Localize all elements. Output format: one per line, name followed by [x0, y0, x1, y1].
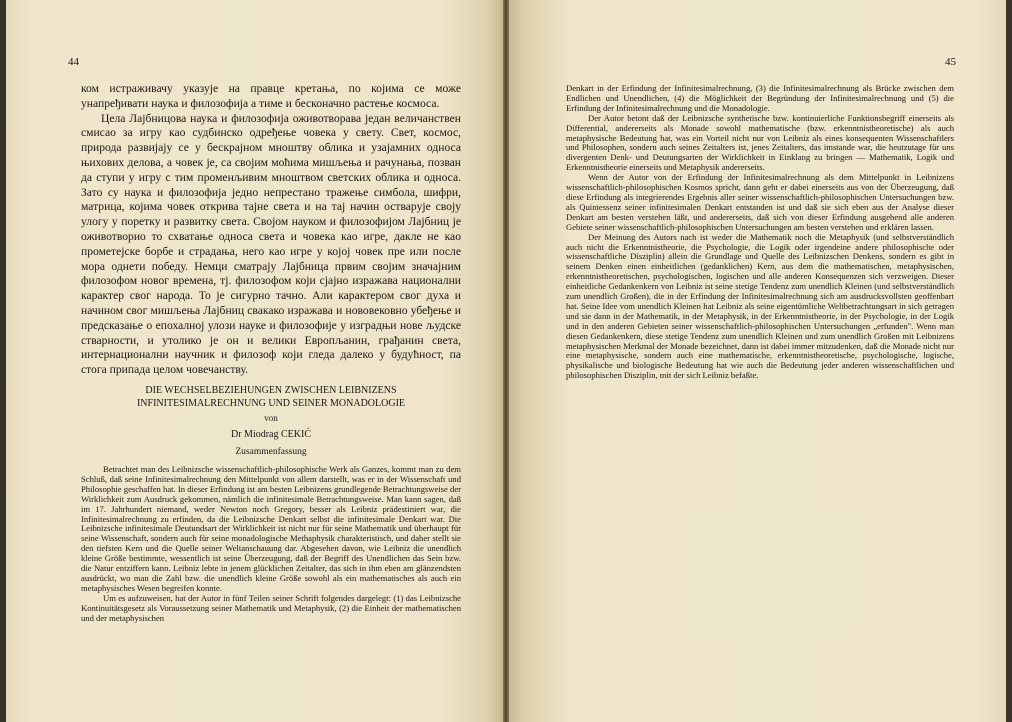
- article-title: DIE WECHSELBEZIEHUNGEN ZWISCHEN LEIBNIZENS INFINITESIMALRECHNUNG UND SEINER MONADOLOGIE: [136, 385, 406, 409]
- byline-von: von: [264, 413, 278, 423]
- author-name: Dr Miodrag CEKIĆ: [231, 429, 311, 440]
- paragraph: Um es aufzuweisen, hat der Autor in fünf Teilen seiner Schrift folgendes dargelegt: (1) das Leibnizsche Kontinuitätsgesetz als Voraussetzung seiner Mathematik und Metaphysik, (2) die Einheit der mathematischen und der metaphysischen: [81, 592, 461, 623]
- page-number: 44: [68, 56, 79, 68]
- summary-heading: Zusammenfassung: [235, 447, 307, 457]
- german-text-block: [566, 84, 954, 381]
- german-text-block: [81, 465, 461, 624]
- page-number: 45: [945, 56, 956, 68]
- paragraph: Betrachtet man des Leibnizsche wissenschaftlich-philosophische Werk als Ganzes, kommt man zu dem Schluß, daß seine Infinitesimalrechnung den Mittelpunkt von allem darstellt, was er in der Wissenschaft und Philosophie geschaffen hat. In dieser Erfindung ist am besten Leibnizens grundlegende Betrachtungsweise der Wirklichkeit zum Ausdruck gekommen, nämlich die infinitesimale Betrachtungsweise. Man kann sagen, daß im 17. Jahrhundert niemand, weder Newton noch Gregory, besser als Leibniz prädestiniert war, die Infinitesimalrechnung zu erfinden, da die Leibnizsche Denkart selbst die infinitesimale Denkart war. Die Leibnizsche infinitesimale Deutundsart der Wirklichkeit ist nicht nur für seine Mathematik und überhaupt für seine Wissenschaft, sondern auch für seine monadologische Methaphysik charakteristisch, und daher stellt sie den tiefsten Kern und die Quelle seiner Weltanschauung dar. Abgesehen davon, wie Leibniz die unendlich kleine Größe bestimmte, wessentlich ist seine Überzeugung, daß der Begriff des Unendlichen das Sein bzw. die Natur entziffern kann. Leibniz lebte in jenem glücklichen Zeitalter, das sich in ihm eben am glänzendsten ausdrückt, wo man die Zahl bzw. die unendlich kleine Größe sowohl als ein mathematisches als auch ein metaphysisches Wesen begreifen konnte.: [81, 464, 461, 593]
- paragraph: Der Autor betont daß der Leibnizsche synthetische bzw. kontinuierliche Funktionsbegriff einerseits als Differential, andererseits als Monade sowohl mathematische (bzw. erkenntnistheoretische) als auch metaphysische Bedeutung hat, was ein Vorteil nicht nur von Leibniz als eines konsequenten Wissenschaftlers und Philosophen, sondern auch seines Zeitalters ist, jenes Zeitalters, das imstande war, die heutzutage für uns divergenten Denk- und Deutungsarten der Wirklichkeit in Einklang zu bringen — Mathematik, Logik und Erkenntnistheorie einerseits und Metaphysik andererseits.: [566, 112, 954, 173]
- paragraph: ком истраживачу указује на правце кретања, по којима се може унапређивати наука и филозофија а тиме и бесконачно растење космоса.: [81, 82, 461, 110]
- paragraph: Wenn der Autor von der Erfindung der Infinitesimalrechnung als dem Mittelpunkt in Leibnizens wissenschaftlich-philosophischen Kosmos spricht, dann geht er dabei einerseits aus von der Überzeugung, daß diese Erfindung als integrierendes Ergebnis aller seiner wissenschaftlich-philosophischen Untersuchungen bzw. als Quintessenz seiner infinitesimalen Denkart entstanden ist und daß sie sich eben aus der Analyse dieser Denkart am besten verstehen läßt, und andererseits, daß sich von dieser Erfindung ausgehend alle anderen Gebiete seiner wissenschaftlich-philosophischen Untersuchungen am besten verstehen und erklären lassen.: [566, 172, 954, 232]
- paragraph: Der Meinung des Autors nach ist weder die Mathematik noch die Metaphysik (und selbstverständlich auch nicht die Erkenntnistheorie, die Psychologie, die Logik oder irgendeine andere philosophische oder wissenschaftliche Disziplin) allein die Grundlage und Quelle des Leibnizschen Denkens, sondern es gibt in seinem Denken einen einheitlichen (gedanklichen) Kern, aus dem die mathematischen, metaphysischen, erkenntnistheoretischen, psychologischen, logischen und alle anderen Konsequenzen sich verzweigen. Dieser einheitliche Gedankenkern von Leibniz ist seine stetige Tendenz zum unendlich Kleinen (und selbstverständlich zum unendlich Großen), die in der Erfindung der Infinitesimalrechnung sich am ausdrucksvollsten geoffenbart hat. Seine Idee vom unendlich Kleinen hat Leibniz als seine eigentümliche Weltbetrachtungsart in sich getragen und sie dann in der Mathematik, in der Metaphysik, in der Erkenntnistheorie, in der Psychologie, in der Logik und in den anderen Gebieten seiner wissenschaftlich-philosophischen Untersuchungen „erfunden". Wenn man diesen Gedankenkern, diese stetige Tendenz zum unendlich Kleinen und zum unendlich Großen mit Leibnizens metaphysischen Merkmal der Monade bezeichnet, dann ist dabei immer mitzudenken, daß die Monade nicht nur eine metaphysische, sondern auch eine mathematische, erkenntnistheoretische, psychologische, logische, physikalische und biologische Bedeutung hat wie auch die Bedeutung jeder anderen wissenschaftlichen und philosophischen Disziplin, mit der sich Leibniz befaßte.: [566, 231, 954, 381]
- paragraph: Цела Лајбницова наука и филозофија оживотворава један величанствен смисао за игру као судбинско одређење човека у свету. Свет, космос, природа развијају се у бескрајном мноштву облика и узајамних односа њихових делова, а човек је, са својим моћима мишљења и рачунања, позван да ступи у игру с тим променљивим мноштвом светских облика и односа. Зато су наука и филозофија једно непрестано тражење симбола, шифри, матрица, којима човек открива тајне света и на тај начин остварује своју улогу у поретку и развитку света. Својом науком и филозофијом Лајбниц је оживотворио то схватање односа света и човека као игре, дакле не као прометејске борбе и страдања, него као игре у којој човек пре или после мора однети победу. Немци сматрају Лајбница првим својим значајним филозофом новог времена, тј. филозофом који сјајно изражава национални карактер свог народа. То је сигурно тачно. Али карактером свог духа и начином свог мишљења Лајбниц свакако изражава и нововековно убеђење и предсказање о епохалној улози науке и филозофије у изградњи нове људске стварности, и утолико је он и велики Европљанин, грађанин света, интернационални научник и филозоф који гледа далеко у будућност, па стога припада целом човечанству.: [81, 111, 461, 377]
- paragraph: Denkart in der Erfindung der Infinitesimalrechnung, (3) die Infinitesimalrechnung als Brücke zwischen dem Endlichen und Unendlichen, (4) die Möglichkeit der Begründung der Infinitesimalrechnung und (5) die Erfindung der Infinitesimalrechnung und die Monadologie.: [566, 83, 954, 113]
- show-through-text: [566, 548, 956, 698]
- right-page: [509, 0, 1006, 722]
- left-page: [6, 0, 503, 722]
- cyrillic-text-block: [81, 82, 461, 378]
